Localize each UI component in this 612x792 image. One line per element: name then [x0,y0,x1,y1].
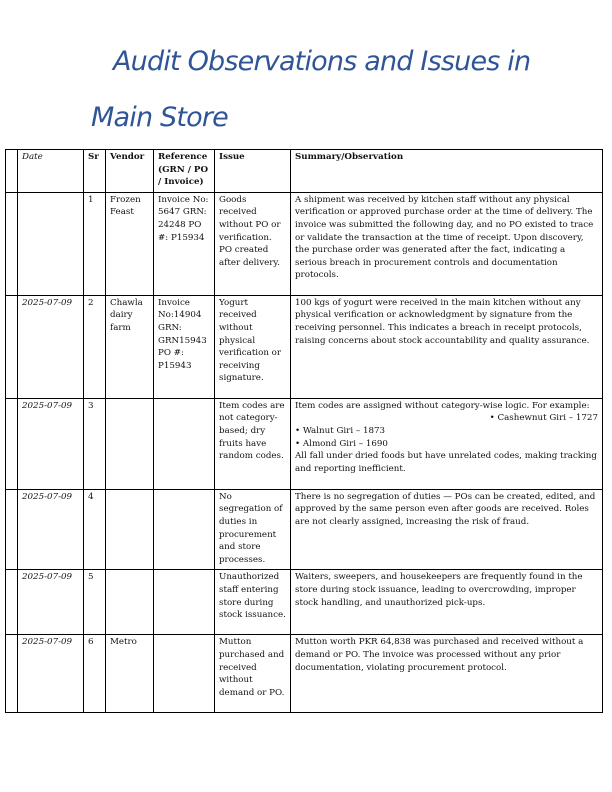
cell-reference [154,570,215,635]
cell-date: 2025-07-09 [18,295,84,398]
header-vendor: Vendor [106,150,154,193]
cell-issue: Item codes are not category-based; dry fruits have random codes. [215,398,291,489]
row-blank-cell [6,192,18,295]
cell-date: 2025-07-09 [18,398,84,489]
table-row [6,398,603,489]
table-header-row [6,150,603,193]
summary-intro: Item codes are assigned without category-wise logic. For example: [295,400,590,411]
cell-reference [154,398,215,489]
header-reference: Reference (GRN / PO / Invoice) [154,150,215,193]
header-issue: Issue [215,150,291,193]
cell-issue: No segregation of duties in procurement and store processes. [215,489,291,570]
row-blank-cell [6,398,18,489]
row-blank-cell [6,295,18,398]
cell-summary: There is no segregation of duties — POs can be created, edited, and approved by the same person even after goods are received. Roles are not clearly assigned, increasing the risk of fraud. [291,489,603,570]
summary-list-item: • Almond Giri – 1690 [295,438,388,449]
cell-summary: 100 kgs of yogurt were received in the main kitchen without any physical verification or acknowledgment by signature from the receiving personnel. This indicates a breach in receipt protocols, raising concerns about stock accountability and quality assurance. [291,295,603,398]
cell-reference [154,489,215,570]
page-title-line-2: Main Store [91,102,228,133]
summary-list-item: • Walnut Giri – 1873 [295,425,386,436]
header-date: Date [18,150,84,193]
cell-reference: Invoice No:14904 GRN: GRN15943 PO #: P15943 [154,295,215,398]
table-row [6,570,603,635]
cell-sr: 2 [84,295,106,398]
cell-issue: Unauthorized staff entering store during stock issuance. [215,570,291,635]
cell-summary: Mutton worth PKR 64,838 was purchased and received without a demand or PO. The invoice was processed without any prior documentation, violating procurement protocol. [291,635,603,713]
row-blank-cell [6,635,18,713]
cell-reference [154,635,215,713]
cell-vendor: Metro [106,635,154,713]
cell-vendor [106,570,154,635]
cell-date: 2025-07-09 [18,570,84,635]
cell-issue: Yogurt received without physical verification or receiving signature. [215,295,291,398]
cell-sr: 6 [84,635,106,713]
cell-reference: Invoice No: 5647 GRN: 24248 PO #: P15934 [154,192,215,295]
cell-issue: Mutton purchased and received without demand or PO. [215,635,291,713]
cell-date: 2025-07-09 [18,635,84,713]
cell-summary: A shipment was received by kitchen staff without any physical verification or approved purchase order at the time of delivery. The invoice was submitted the following day, and no PO existed to trace or validate the transaction at the time of receipt. Upon discovery, the purchase order was generated after the fact, indicating a serious breach in procurement controls and documentation protocols. [291,192,603,295]
table-row [6,192,603,295]
table-row [6,489,603,570]
cell-vendor [106,398,154,489]
table-row [6,635,603,713]
cell-vendor [106,489,154,570]
header-sr: Sr [84,150,106,193]
header-blank-cell [6,150,18,193]
cell-sr: 1 [84,192,106,295]
cell-sr: 5 [84,570,106,635]
audit-table [5,149,603,713]
row-blank-cell [6,570,18,635]
cell-date [18,192,84,295]
page-title-line-1: Audit Observations and Issues in [113,46,531,77]
row-blank-cell [6,489,18,570]
cell-date: 2025-07-09 [18,489,84,570]
summary-list-item: • Cashewnut Giri – 1727 [489,413,598,424]
cell-sr: 3 [84,398,106,489]
cell-vendor: Chawla dairy farm [106,295,154,398]
header-summary: Summary/Observation [291,150,603,193]
cell-vendor: Frozen Feast [106,192,154,295]
cell-summary [291,398,603,489]
summary-outro: All fall under dried foods but have unrelated codes, making tracking and reporting inefficient. [295,451,597,474]
cell-sr: 4 [84,489,106,570]
table-row [6,295,603,398]
cell-issue: Goods received without PO or verification. PO created after delivery. [215,192,291,295]
cell-summary: Waiters, sweepers, and housekeepers are frequently found in the store during stock issuance, leading to overcrowding, improper stock handling, and unauthorized pick-ups. [291,570,603,635]
